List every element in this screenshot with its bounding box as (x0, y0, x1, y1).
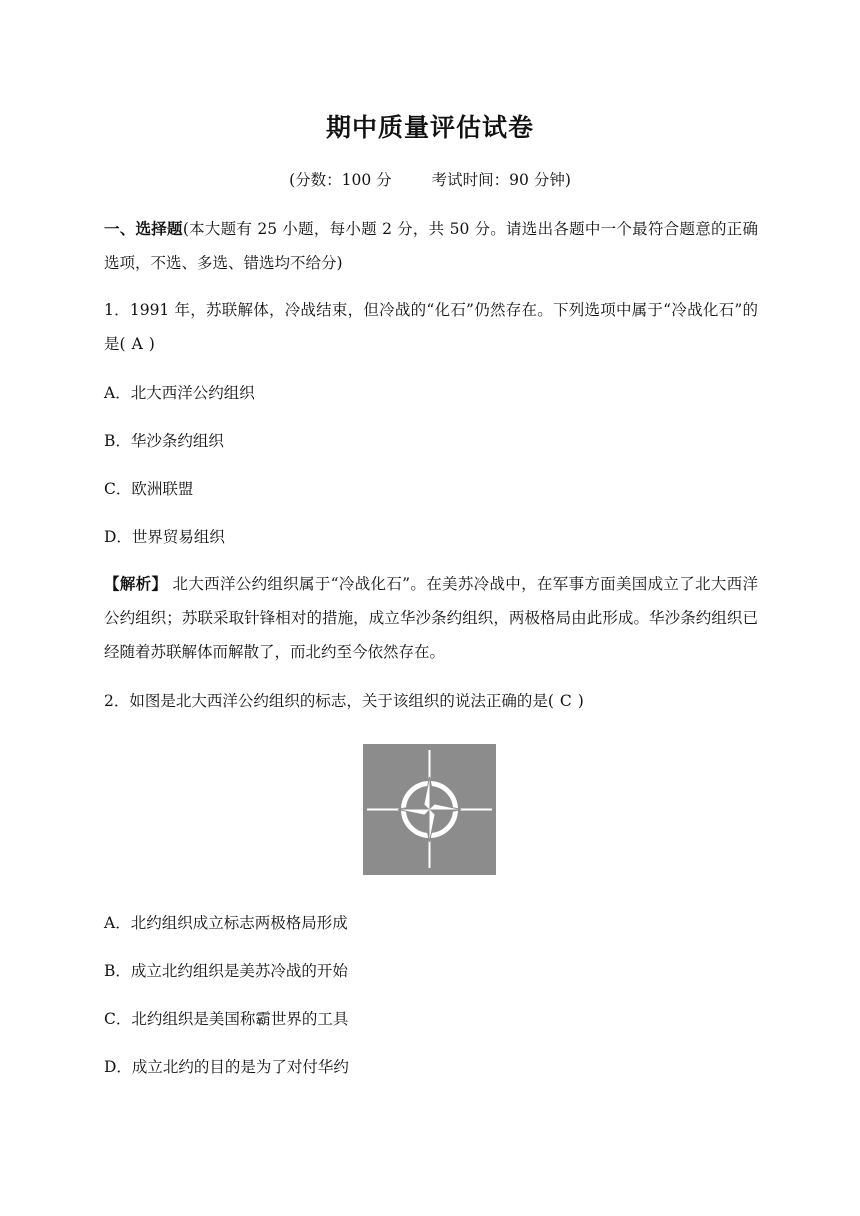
section-title: 一、选择题 (104, 219, 183, 238)
question-2-option-a: A．北约组织成立标志两极格局形成 (104, 914, 348, 932)
score-info: (分数：100 分 (289, 171, 392, 189)
time-info: 考试时间：90 分钟) (431, 171, 571, 189)
question-2-text: 2．如图是北大西洋公约组织的标志，关于该组织的说法正确的是( (104, 692, 554, 710)
question-2-option-c: C．北约组织是美国称霸世界的工具 (104, 1010, 349, 1028)
section-instructions: (本大题有 25 小题，每小题 2 分，共 50 分。请选出各题中一个最符合题意的正确选项，不选、多选、错选均不给分) (104, 220, 758, 272)
section-heading (104, 212, 758, 280)
question-1-option-c: C．欧洲联盟 (104, 480, 194, 498)
analysis-text: 北大西洋公约组织属于“冷战化石”。在美苏冷战中，在军事方面美国成立了北大西洋公约组织；苏联采取针锋相对的措施，成立华沙条约组织，两极格局由此形成。华沙条约组织已经随着苏联解体而解散了，而北约至今依然存在。 (104, 575, 758, 661)
question-2-stem (104, 684, 758, 718)
question-1-option-d: D．世界贸易组织 (104, 528, 225, 546)
question-1-close: ) (148, 335, 155, 353)
page-title: 期中质量评估试卷 (325, 113, 534, 142)
question-2-close: ) (577, 692, 584, 710)
question-1-stem (104, 293, 758, 361)
question-1-analysis (104, 567, 758, 669)
analysis-label: 【解析】 (104, 574, 168, 593)
question-1-option-a: A．北大西洋公约组织 (104, 384, 255, 402)
exam-info (0, 168, 860, 190)
nato-emblem-figure (363, 744, 496, 875)
question-2-option-b: B．成立北约组织是美苏冷战的开始 (104, 962, 348, 980)
question-1-option-b: B．华沙条约组织 (104, 432, 224, 450)
nato-emblem-icon (363, 744, 496, 875)
question-1-text: 1．1991 年，苏联解体，冷战结束，但冷战的“化石”仍然存在。下列选项中属于“冷战化石”的是( (104, 301, 758, 353)
question-1-answer: A (131, 335, 143, 353)
question-2-option-d: D．成立北约的目的是为了对付华约 (104, 1058, 349, 1076)
question-2-answer: C (559, 692, 572, 710)
